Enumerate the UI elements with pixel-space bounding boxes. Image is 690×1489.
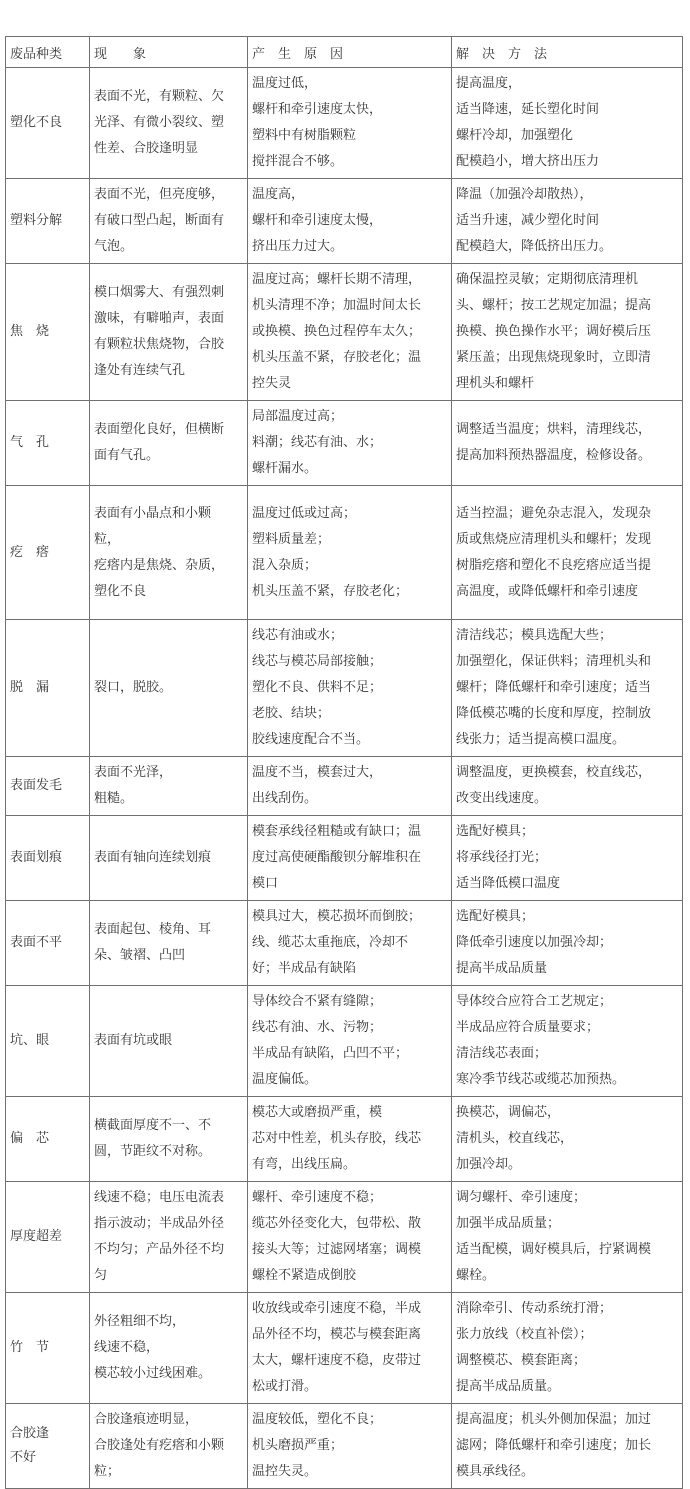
- table-row: [6, 401, 683, 486]
- solution-cell: [452, 179, 683, 264]
- cause-line: 或换模、换色过程停车太久；: [252, 324, 422, 339]
- phenomenon-line: 指示波动；半成品外径: [94, 1216, 225, 1231]
- phenomenon-cell: [90, 1293, 248, 1404]
- cause-line: 模套承线径粗糙或有缺口；温: [252, 824, 422, 839]
- phenomenon-cell: [90, 1182, 248, 1293]
- defect-table: [5, 36, 683, 1489]
- solution-line: 质或焦烧应清理机头和螺杆；发现: [456, 531, 652, 547]
- cause-cell: [248, 264, 452, 401]
- phenomenon-line: 表面塑化良好，但横断: [94, 422, 225, 437]
- table-row: [6, 1182, 683, 1293]
- defect-type: 表面不平: [10, 935, 63, 950]
- cause-line: 螺栓不紧造成倒胶: [252, 1268, 357, 1283]
- cause-line: 导体绞合不紧有缝隙；: [252, 994, 383, 1009]
- phenomenon-line: 不均匀；产品外径不均: [94, 1242, 225, 1257]
- solution-cell: [452, 901, 683, 986]
- solution-line: 降低牵引速度以加强冷却；: [456, 935, 613, 950]
- solution-line: 换模芯，调偏芯，: [456, 1105, 561, 1120]
- solution-line: 适当配模，调好模具后，拧紧调模: [456, 1242, 652, 1257]
- phenomenon-cell: [90, 401, 248, 486]
- cause-line: 螺杆、牵引速度不稳；: [252, 1190, 383, 1205]
- cause-cell: [248, 757, 452, 816]
- cause-line: 有弯，出线压扁。: [252, 1157, 357, 1172]
- solution-line: 降低模芯嘴的长度和厚度，控制放: [456, 706, 652, 721]
- phenomenon-line: 表面不光，但亮度够，: [94, 187, 225, 202]
- solution-line: 改变出线速度。: [456, 791, 548, 806]
- solution-cell: [452, 620, 683, 757]
- solution-line: 加强半成品质量；: [456, 1216, 561, 1231]
- defect-type: 坑、眼: [10, 1033, 50, 1048]
- solution-line: 提高半成品质量: [456, 961, 548, 976]
- solution-line: 螺杆；降低螺杆和牵引速度；适当: [456, 680, 652, 695]
- phenomenon-line: 合胶逢处有疙瘩和小颗: [94, 1438, 225, 1453]
- solution-line: 提高半成品质量。: [456, 1379, 561, 1394]
- cause-line: 螺杆和牵引速度太慢，: [252, 213, 383, 228]
- defect-type-cell: [6, 901, 90, 986]
- cause-line: 太大，螺杆速度不稳，皮带过: [252, 1353, 422, 1368]
- cause-line: 温度高，: [252, 187, 305, 202]
- phenomenon-line: 匀: [94, 1268, 108, 1283]
- cause-line: 度过高使硬酯酸钡分解堆积在: [252, 850, 422, 865]
- cause-cell: [248, 1404, 452, 1489]
- solution-cell: [452, 1182, 683, 1293]
- phenomenon-cell: [90, 757, 248, 816]
- cause-line: 品外径不均，模芯与模套距离: [252, 1327, 422, 1342]
- cause-line: 线芯与模芯局部接触；: [252, 654, 383, 669]
- solution-cell: [452, 1293, 683, 1404]
- cause-line: 老胶、结块；: [252, 706, 331, 721]
- solution-line: 头、螺杆；按工艺规定加温；提高: [456, 298, 652, 313]
- cause-cell: [248, 68, 452, 179]
- cause-cell: [248, 401, 452, 486]
- defect-type: 表面发毛: [10, 778, 63, 793]
- solution-line: 清洁线芯表面；: [456, 1046, 548, 1061]
- defect-type-cell: [6, 68, 90, 179]
- phenomenon-line: 表面不光泽，: [94, 765, 173, 780]
- phenomenon-line: 朵、皱褶、凸凹: [94, 948, 186, 963]
- solution-cell: [452, 1097, 683, 1182]
- phenomenon-cell: [90, 620, 248, 757]
- cause-cell: [248, 1097, 452, 1182]
- phenomenon-line: 表面有小晶点和小颗: [94, 505, 212, 521]
- phenomenon-line: 面有气孔。: [94, 448, 160, 463]
- cause-cell: [248, 486, 452, 620]
- cause-line: 机头压盖不紧，存胶老化；温: [252, 350, 422, 365]
- solution-cell: [452, 757, 683, 816]
- table-row: [6, 179, 683, 264]
- defect-type: 疙 瘩: [10, 544, 50, 560]
- phenomenon-line: 有颗粒状焦烧物，合胶: [94, 337, 225, 352]
- header-row: [6, 37, 683, 68]
- phenomenon-line: 激味，有噼啪声，表面: [94, 311, 225, 326]
- solution-line: 降温（加强冷却散热），: [456, 187, 593, 202]
- solution-line: 选配好模具；: [456, 824, 535, 839]
- solution-line: 滤网；降低螺杆和牵引速度；加长: [456, 1438, 652, 1453]
- solution-line: 调整温度，更换模套，校直线芯，: [456, 765, 652, 780]
- solution-line: 半成品应符合质量要求；: [456, 1020, 600, 1035]
- solution-line: 高温度，或降低螺杆和牵引速度: [456, 583, 639, 599]
- solution-line: 配模趋小，增大挤出压力: [456, 154, 600, 169]
- phenomenon-line: 横截面厚度不一、不: [94, 1118, 212, 1133]
- cause-line: 搅拌混合不够。: [252, 154, 344, 169]
- solution-line: 适当降速，延长塑化时间: [456, 102, 600, 117]
- cause-line: 机头清理不净；加温时间太长: [252, 298, 422, 313]
- phenomenon-cell: [90, 816, 248, 901]
- phenomenon-line: 有破口型凸起，断面有: [94, 213, 225, 228]
- phenomenon-line: 表面有轴向连续划痕: [94, 850, 212, 865]
- defect-type-cell: [6, 486, 90, 620]
- cause-line: 胶线速度配合不当。: [252, 732, 370, 747]
- cause-line: 控失灵: [252, 376, 292, 391]
- solution-line: 将承线径打光；: [456, 850, 548, 865]
- header-phenomenon: 现 象: [90, 37, 248, 68]
- solution-line: 清机头，校直线芯，: [456, 1131, 574, 1146]
- solution-line: 确保温控灵敏；定期彻底清理机: [456, 272, 639, 287]
- solution-line: 螺栓。: [456, 1268, 496, 1283]
- cause-line: 模芯大或磨损严重，模: [252, 1105, 383, 1120]
- solution-line: 换模、换色操作水平；调好模后压: [456, 324, 652, 339]
- solution-line: 寒冷季节线芯或缆芯加预热。: [456, 1072, 626, 1087]
- cause-line: 温度过低或过高；: [252, 505, 357, 521]
- cause-line: 螺杆和牵引速度太快，: [252, 102, 383, 117]
- phenomenon-cell: [90, 1404, 248, 1489]
- cause-line: 好；半成品有缺陷: [252, 961, 357, 976]
- solution-line: 提高温度，: [456, 76, 522, 91]
- table-row: [6, 757, 683, 816]
- phenomenon-line: 表面不光，有颗粒、欠: [94, 89, 225, 104]
- defect-type: 表面划痕: [10, 850, 63, 865]
- cause-cell: [248, 901, 452, 986]
- solution-line: 调整适当温度；烘料，清理线芯，: [456, 422, 652, 437]
- solution-line: 调匀螺杆、牵引速度；: [456, 1190, 587, 1205]
- cause-line: 机头压盖不紧，存胶老化；: [252, 583, 409, 599]
- cause-line: 出线刮伤。: [252, 791, 318, 806]
- table-row: [6, 986, 683, 1097]
- table-row: [6, 264, 683, 401]
- defect-type-cell: [6, 264, 90, 401]
- solution-cell: [452, 401, 683, 486]
- cause-line: 塑料中有树脂颗粒: [252, 128, 357, 143]
- phenomenon-line: 裂口，脱胶。: [94, 680, 173, 695]
- table-row: [6, 1404, 683, 1489]
- phenomenon-line: 疙瘩内是焦烧、杂质，: [94, 557, 225, 573]
- phenomenon-cell: [90, 901, 248, 986]
- defect-type-cell: [6, 1182, 90, 1293]
- defect-type-cell: [6, 757, 90, 816]
- cause-line: 塑化不良、供料不足；: [252, 680, 383, 695]
- cause-line: 线、缆芯太重拖底，冷却不: [252, 935, 409, 950]
- defect-type-cell: [6, 986, 90, 1097]
- solution-line: 清洁线芯；模具选配大些；: [456, 628, 613, 643]
- solution-line: 提高加料预热器温度，检修设备。: [456, 448, 652, 463]
- phenomenon-line: 性差、合胶逢明显: [94, 141, 199, 156]
- cause-line: 料潮；线芯有油、水；: [252, 435, 383, 450]
- defect-type: 塑料分解: [10, 213, 63, 228]
- phenomenon-line: 表面起包、棱角、耳: [94, 922, 212, 937]
- table-body: [6, 68, 683, 1489]
- cause-line: 接头大等；过滤网堵塞；调模: [252, 1242, 422, 1257]
- header-solution: 解 决 方 法: [452, 37, 683, 68]
- table-row: [6, 816, 683, 901]
- defect-type-cell: [6, 1404, 90, 1489]
- solution-cell: [452, 68, 683, 179]
- cause-line: 局部温度过高；: [252, 409, 344, 424]
- table-row: [6, 620, 683, 757]
- phenomenon-line: 模口烟雾大、有强烈刺: [94, 285, 225, 300]
- phenomenon-line: 外径粗细不均，: [94, 1314, 186, 1329]
- phenomenon-cell: [90, 179, 248, 264]
- defect-type-cell: [6, 179, 90, 264]
- cause-line: 温度较低，塑化不良；: [252, 1412, 383, 1427]
- phenomenon-cell: [90, 486, 248, 620]
- defect-type: 竹 节: [10, 1340, 50, 1355]
- solution-line: 适当降低模口温度: [456, 876, 561, 891]
- phenomenon-line: 圆，节距纹不对称。: [94, 1144, 212, 1159]
- solution-line: 模具承线径。: [456, 1464, 535, 1479]
- phenomenon-line: 合胶逢痕迹明显，: [94, 1412, 199, 1427]
- cause-line: 温度过低，: [252, 76, 318, 91]
- solution-line: 加强塑化，保证供料；清理机头和: [456, 654, 652, 669]
- phenomenon-line: 气泡。: [94, 239, 134, 254]
- cause-line: 线芯有油、水、污物；: [252, 1020, 383, 1035]
- cause-line: 温度偏低。: [252, 1072, 318, 1087]
- header-cause: 产 生 原 因: [248, 37, 452, 68]
- defect-type: 焦 烧: [10, 324, 50, 339]
- defect-type: 合胶逢 不好: [10, 1426, 50, 1465]
- phenomenon-line: 粒；: [94, 1464, 121, 1479]
- cause-line: 螺杆漏水。: [252, 461, 318, 476]
- cause-cell: [248, 816, 452, 901]
- cause-cell: [248, 1293, 452, 1404]
- defect-type-cell: [6, 620, 90, 757]
- cause-line: 线芯有油或水；: [252, 628, 344, 643]
- cause-line: 模具过大，模芯损坏而倒胶；: [252, 909, 422, 924]
- solution-line: 线张力；适当提高模口温度。: [456, 732, 626, 747]
- phenomenon-line: 塑化不良: [94, 583, 147, 599]
- solution-line: 张力放线（校直补偿）；: [456, 1327, 593, 1342]
- phenomenon-cell: [90, 1097, 248, 1182]
- cause-line: 塑料质量差；: [252, 531, 331, 547]
- phenomenon-cell: [90, 264, 248, 401]
- solution-line: 适当控温；避免杂志混入，发现杂: [456, 505, 652, 521]
- cause-line: 芯对中性差，机头存胶，线芯: [252, 1131, 422, 1146]
- cause-cell: [248, 179, 452, 264]
- phenomenon-line: 粒，: [94, 531, 121, 547]
- cause-line: 混入杂质；: [252, 557, 318, 573]
- cause-line: 温度过高；螺杆长期不清理，: [252, 272, 422, 287]
- cause-line: 收放线或牵引速度不稳，半成: [252, 1301, 422, 1316]
- cause-line: 挤出压力过大。: [252, 239, 344, 254]
- table-row: [6, 1097, 683, 1182]
- phenomenon-line: 模芯较小过线困难。: [94, 1366, 212, 1381]
- defect-type: 气 孔: [10, 435, 50, 450]
- cause-line: 松或打滑。: [252, 1379, 318, 1394]
- cause-line: 半成品有缺陷，凸凹不平；: [252, 1046, 409, 1061]
- cause-cell: [248, 1182, 452, 1293]
- cause-cell: [248, 620, 452, 757]
- defect-type-cell: [6, 1293, 90, 1404]
- phenomenon-line: 线速不稳，: [94, 1340, 160, 1355]
- solution-line: 调整模芯、模套距离；: [456, 1353, 587, 1368]
- cause-line: 缆芯外径变化大，包带松、散: [252, 1216, 422, 1231]
- phenomenon-line: 粗糙。: [94, 791, 134, 806]
- table-row: [6, 1293, 683, 1404]
- solution-line: 理机头和螺杆: [456, 376, 535, 391]
- cause-cell: [248, 986, 452, 1097]
- table-row: [6, 901, 683, 986]
- defect-type-cell: [6, 816, 90, 901]
- solution-cell: [452, 986, 683, 1097]
- solution-cell: [452, 816, 683, 901]
- solution-line: 导体绞合应符合工艺规定；: [456, 994, 613, 1009]
- phenomenon-line: 线速不稳；电压电流表: [94, 1190, 225, 1205]
- phenomenon-line: 表面有坑或眼: [94, 1033, 173, 1048]
- cause-line: 机头磨损严重；: [252, 1438, 344, 1453]
- defect-type-cell: [6, 401, 90, 486]
- solution-line: 螺杆冷却，加强塑化: [456, 128, 574, 143]
- defect-type: 偏 芯: [10, 1131, 50, 1146]
- phenomenon-line: 光泽、有微小裂纹、塑: [94, 115, 225, 130]
- solution-line: 树脂疙瘩和塑化不良疙瘩应适当提: [456, 557, 652, 573]
- defect-type: 脱 漏: [10, 680, 50, 695]
- cause-line: 温度不当，模套过大，: [252, 765, 383, 780]
- defect-type-cell: [6, 1097, 90, 1182]
- defect-type: 厚度超差: [10, 1229, 63, 1244]
- table-row: [6, 486, 683, 620]
- solution-cell: [452, 486, 683, 620]
- solution-line: 加强冷却。: [456, 1157, 522, 1172]
- table-row: [6, 68, 683, 179]
- solution-cell: [452, 264, 683, 401]
- phenomenon-line: 逢处有连续气孔: [94, 363, 186, 378]
- solution-cell: [452, 1404, 683, 1489]
- cause-line: 温控失灵。: [252, 1464, 318, 1479]
- cause-line: 模口: [252, 876, 279, 891]
- solution-line: 适当升速，减少塑化时间: [456, 213, 600, 228]
- solution-line: 配模趋大，降低挤出压力。: [456, 239, 613, 254]
- defect-type: 塑化不良: [10, 115, 63, 130]
- solution-line: 选配好模具；: [456, 909, 535, 924]
- solution-line: 提高温度；机头外侧加保温；加过: [456, 1412, 652, 1427]
- solution-line: 紧压盖；出现焦烧现象时，立即清: [456, 350, 652, 365]
- header-type: 废品种类: [6, 37, 90, 68]
- phenomenon-cell: [90, 986, 248, 1097]
- solution-line: 消除牵引、传动系统打滑；: [456, 1301, 613, 1316]
- phenomenon-cell: [90, 68, 248, 179]
